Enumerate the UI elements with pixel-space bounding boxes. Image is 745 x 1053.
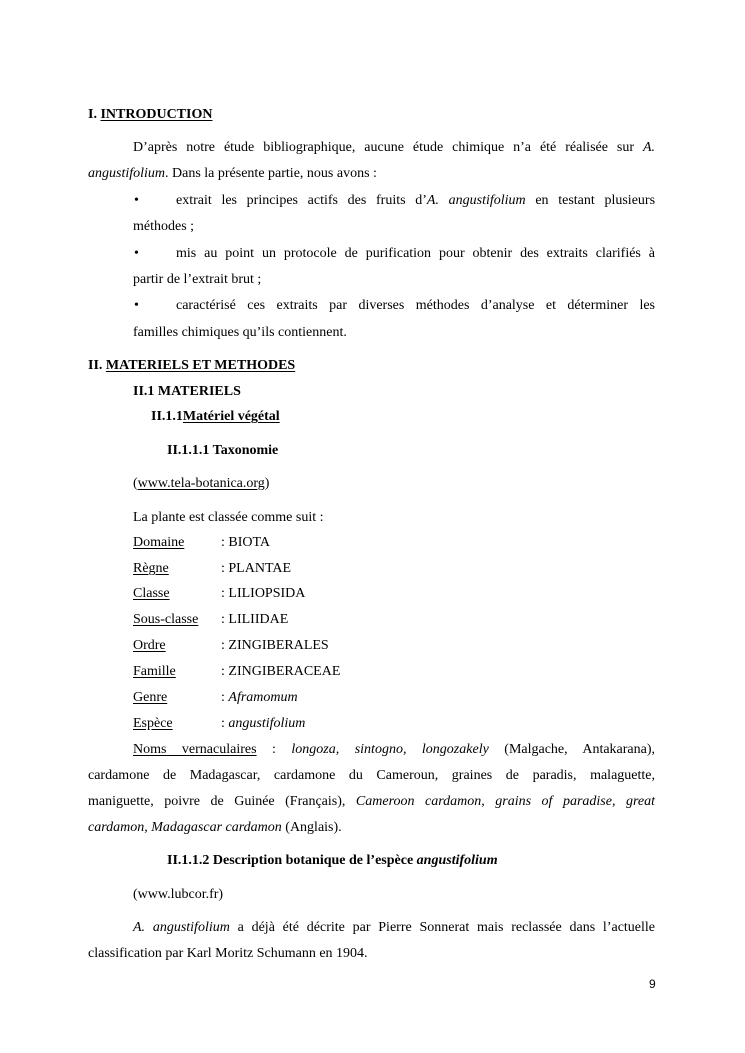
taxonomy-rank: Ordre	[133, 638, 166, 653]
description-paragraph-line: classification par Karl Moritz Schumann en 1904.	[88, 946, 368, 961]
subsubsection-heading: II.1.1Matériel végétal	[151, 409, 280, 424]
methods-heading: II. MATERIELS ET METHODES	[88, 358, 296, 373]
taxonomy-rank: Domaine	[133, 535, 185, 550]
bullet-icon: •	[134, 298, 139, 313]
taxonomy-heading: II.1.1.1 Taxonomie	[167, 443, 279, 458]
taxonomy-value: : LILIIDAE	[221, 612, 289, 627]
page-number: 9	[649, 977, 656, 991]
source-citation: (www.lubcor.fr)	[133, 887, 224, 902]
methods-heading-title: MATERIELS ET METHODES	[105, 358, 296, 373]
taxonomy-rank: Règne	[133, 561, 169, 576]
taxonomy-value: : BIOTA	[221, 535, 271, 550]
taxonomy-value: : Aframomum	[221, 690, 298, 705]
taxonomy-rank: Classe	[133, 586, 170, 601]
intro-heading-title: INTRODUCTION	[100, 107, 213, 122]
bullet-icon: •	[134, 246, 139, 261]
bullet-item-continuation: familles chimiques qu’ils contiennent.	[133, 325, 347, 340]
bullet-item-continuation: méthodes ;	[133, 219, 195, 234]
description-paragraph-line: A. angustifolium a déjà été décrite par Pierre Sonnerat mais reclassée dans l’actuelle	[133, 920, 656, 935]
taxonomy-rank: Genre	[133, 690, 168, 705]
taxonomy-rank: Espèce	[133, 716, 173, 731]
bullet-item-continuation: partir de l’extrait brut ;	[133, 272, 262, 287]
bullet-item: extrait les principes actifs des fruits d’A. angustifolium en testant plusieurs	[176, 193, 656, 208]
vernacular-names-line: cardamone de Madagascar, cardamone du Cameroun, graines de paradis, malaguette,	[88, 768, 655, 783]
taxonomy-value: : angustifolium	[221, 716, 306, 731]
subsection-heading: II.1 MATERIELS	[133, 384, 241, 399]
vernacular-names-line: Noms vernaculaires : longoza, sintogno, longozakely (Malgache, Antakarana),	[133, 742, 656, 757]
intro-heading: I. INTRODUCTION	[88, 107, 213, 122]
taxonomy-rank: Sous-classe	[133, 612, 199, 627]
vernacular-names-line: maniguette, poivre de Guinée (Français), Cameroon cardamon, grains of paradise, great	[88, 794, 655, 809]
source-citation: (www.tela-botanica.org)	[133, 476, 270, 491]
taxonomy-value: : LILIOPSIDA	[221, 586, 306, 601]
botanical-description-heading: II.1.1.2 Description botanique de l’espèce angustifolium	[167, 853, 498, 868]
bullet-item: mis au point un protocole de purification pour obtenir des extraits clarifiés à	[176, 246, 655, 261]
classification-intro: La plante est classée comme suit :	[133, 510, 324, 525]
intro-paragraph-line: D’après notre étude bibliographique, aucune étude chimique n’a été réalisée sur A.	[133, 140, 655, 155]
bullet-item: caractérisé ces extraits par diverses méthodes d’analyse et déterminer les	[176, 298, 655, 313]
taxonomy-value: : ZINGIBERALES	[221, 638, 329, 653]
vernacular-names-line: cardamon, Madagascar cardamon (Anglais).	[88, 820, 342, 835]
taxonomy-rank: Famille	[133, 664, 176, 679]
bullet-icon: •	[134, 193, 139, 208]
intro-paragraph-line: angustifolium. Dans la présente partie, nous avons :	[88, 166, 377, 181]
taxonomy-value: : ZINGIBERACEAE	[221, 664, 341, 679]
taxonomy-value: : PLANTAE	[221, 561, 292, 576]
source-link[interactable]: www.tela-botanica.org	[137, 476, 265, 491]
